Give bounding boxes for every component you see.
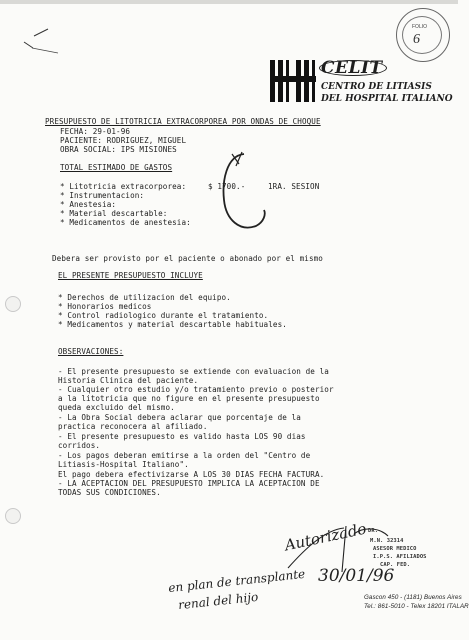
address-line: Tel.: 861-5010 - Telex 18201 ITALAR	[364, 603, 469, 610]
observation-line: - La Obra Social debera aclarar que porcentaje de la	[58, 413, 301, 422]
observation-line: - El presente presupuesto es valido hasta LOS 90 dias	[58, 432, 306, 441]
observation-line: - Cualquier otro estudio y/o tratamiento previo o posterior	[58, 385, 334, 394]
handwritten-note: renal del hijo	[177, 589, 259, 613]
observation-line: corridos.	[58, 441, 101, 450]
staple-mark	[20, 26, 60, 56]
observation-line: - El presente presupuesto se extiende con evaluacion de la	[58, 367, 329, 376]
stamp-line: I.P.S. AFILIADOS	[373, 554, 427, 560]
logo-line-1: CENTRO DE LITIASIS	[321, 82, 432, 92]
total-item: * Litotricia extracorporea:	[60, 182, 187, 191]
celit-logo-icon	[268, 58, 318, 104]
observation-line: - Los pagos deberan emitirse a la orden del "Centro de	[58, 451, 311, 460]
observation-line: El pago debera efectivizarse A LOS 30 DIAS FECHA FACTURA.	[58, 470, 325, 479]
includes-heading: EL PRESENTE PRESUPUESTO INCLUYE	[58, 271, 203, 280]
stamp-line: CAP. FED.	[380, 562, 411, 568]
total-item: * Anestesia:	[60, 200, 117, 209]
folio-number: 6	[413, 32, 420, 47]
includes-item: * Control radiologico durante el tratamiento.	[58, 311, 269, 320]
observation-line: practica reconocera al afiliado.	[58, 422, 208, 431]
date-field: FECHA: 29-01-96	[60, 127, 131, 136]
includes-item: * Medicamentos y material descartable habituales.	[58, 320, 287, 329]
total-item: * Medicamentos de anestesia:	[60, 218, 191, 227]
logo-name: CELIT	[321, 58, 383, 78]
document-title: PRESUPUESTO DE LITOTRICIA EXTRACORPOREA POR ONDAS DE CHOQUE	[45, 117, 321, 126]
observation-line: TODAS SUS CONDICIONES.	[58, 488, 161, 497]
folio-stamp-inner	[402, 16, 442, 54]
folio-label: FOLIO	[412, 24, 428, 30]
observation-line: - LA ACEPTACION DEL PRESUPUESTO IMPLICA LA ACEPTACION DE	[58, 479, 320, 488]
total-heading: TOTAL ESTIMADO DE GASTOS	[60, 163, 173, 172]
patient-field: PACIENTE: RODRIGUEZ, MIGUEL	[60, 136, 187, 145]
includes-item: * Derechos de utilizacion del equipo.	[58, 293, 231, 302]
includes-item: * Honorarios medicos	[58, 302, 152, 311]
observations-heading: OBSERVACIONES:	[58, 347, 124, 356]
scan-edge	[0, 0, 458, 4]
observation-line: a la litotricia que no figure en el presente presupuesto	[58, 394, 320, 403]
total-item: * Instrumentacion:	[60, 191, 145, 200]
stamp-line: DR.	[368, 528, 379, 534]
handwritten-signature: Autorizado	[283, 519, 368, 555]
total-amount: $ 1700.-	[208, 182, 246, 191]
observation-line: queda excluido del mismo.	[58, 403, 175, 412]
punch-hole	[5, 296, 21, 312]
address-line: Gascon 450 - (1181) Buenos Aires	[364, 594, 462, 601]
total-session: 1RA. SESION	[268, 182, 320, 191]
punch-hole	[5, 508, 21, 524]
payment-note: Debera ser provisto por el paciente o abonado por el mismo	[52, 254, 323, 263]
insurance-field: OBRA SOCIAL: IPS MISIONES	[60, 145, 177, 154]
handwritten-note: en plan de transplante	[167, 566, 306, 596]
total-item: * Material descartable:	[60, 209, 168, 218]
handwritten-circle	[212, 148, 270, 234]
stamp-line: ASESOR MEDICO	[373, 546, 417, 552]
stamp-line: M.N. 32314	[370, 538, 404, 544]
observation-line: Litiasis-Hospital Italiano".	[58, 460, 189, 469]
handwritten-date: 30/01/96	[318, 566, 395, 586]
observation-line: Historia Clinica del paciente.	[58, 376, 199, 385]
logo-line-2: DEL HOSPITAL ITALIANO	[321, 94, 453, 104]
